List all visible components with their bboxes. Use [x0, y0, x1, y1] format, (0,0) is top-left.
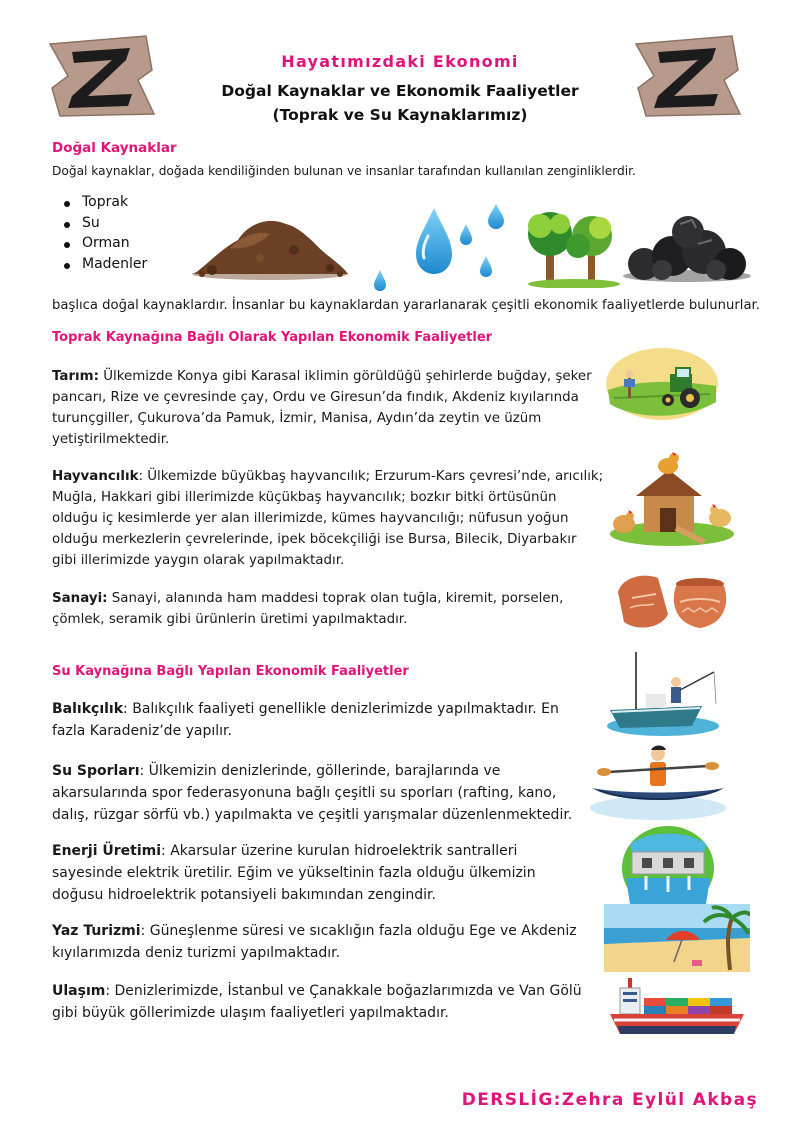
natural-resources-definition: Doğal kaynaklar, doğada kendiliğinden bulunan ve insanlar tarafından kullanılan zenginliklerdir.: [52, 164, 636, 178]
activity-text: akarsularında spor federasyonuna bağlı çeşitli su sporları (rafting, kano,: [52, 785, 557, 801]
activity-text: yetiştirilmektedir.: [52, 432, 170, 447]
resource-list: [58, 194, 147, 276]
kayak-water-sports-image: [588, 742, 728, 822]
activity-term: Balıkçılık: [52, 701, 124, 717]
activity-term: Tarım:: [52, 369, 99, 384]
forest-trees-image: [526, 204, 622, 288]
coal-pile-image: [622, 210, 752, 282]
water-drops-image: [366, 200, 516, 296]
subtitle-line-1: Doğal Kaynaklar ve Ekonomik Faaliyetler: [221, 82, 579, 100]
footer-credit: DERSLİG:Zehra Eylül Akbaş: [461, 1090, 758, 1110]
activity-transport: [52, 980, 607, 1024]
activity-text: turunçgiller, Çukurova’da Pamuk, İzmir, Manisa, Aydın’da zeytin ve üzüm: [52, 411, 542, 426]
activity-text: olduğu merkezlerin çevrelerinde, ipek böcekçiliği ise Bursa, Bilecik, Diyarbakır: [52, 532, 577, 547]
activity-livestock: [52, 466, 607, 571]
fishing-boat-image: [606, 646, 720, 738]
activity-text: gibi büyük göllerimizde ulaşım faaliyetleri yapılmaktadır.: [52, 1005, 449, 1021]
hydroelectric-dam-image: [620, 824, 716, 912]
activity-text: çömlek, seramik gibi ürünlerin üretimi yapılmaktadır.: [52, 612, 408, 627]
activity-term: Ulaşım: [52, 983, 106, 999]
activity-term: Hayvancılık: [52, 469, 139, 484]
activity-text: dalış, rüzgar sörfü vb.) yapılmakta ve çeşitli yarışmalar düzenlenmektedir.: [52, 807, 573, 823]
soil-pile-image: [190, 210, 350, 282]
activity-text: : Güneşlenme süresi ve sıcaklığın fazla olduğu Ege ve Akdeniz: [140, 923, 577, 939]
resource-item: Orman: [58, 235, 147, 256]
resource-item: Toprak: [58, 194, 147, 215]
activity-text: pancarı, Rize ve çevresinde çay, Ordu ve Giresun’da fındık, Akdeniz kıyılarında: [52, 390, 579, 405]
water-section-heading: Su Kaynağına Bağlı Yapılan Ekonomik Faaliyetler: [52, 664, 409, 679]
activity-text: fazla Karadeniz’de yapılır.: [52, 723, 232, 739]
activity-energy: [52, 840, 607, 906]
natural-resources-heading: Doğal Kaynaklar: [52, 140, 177, 156]
activity-text: Muğla, Hakkari gibi illerimizde küçükbaş hayvancılık; bozkır bitki örtüsünün: [52, 490, 557, 505]
page-title: Hayatımızdaki Ekonomi: [281, 52, 519, 71]
activity-agriculture: [52, 366, 607, 450]
natural-resources-closing: başlıca doğal kaynaklardır. İnsanlar bu kaynaklardan yararlanarak çeşitli ekonomik faaliyetlerde bulunurlar.: [52, 298, 760, 313]
beach-tourism-image: [604, 904, 750, 972]
activity-text: kıyılarımızda deniz turizmi yapılmaktadır.: [52, 945, 341, 961]
chicken-coop-image: [608, 448, 736, 548]
resource-item: Madenler: [58, 256, 147, 277]
activity-text: : Akarsular üzerine kurulan hidroelektrik santralleri: [161, 843, 518, 859]
activity-text: sayesinde elektrik üretilir. Eğim ve yükseltinin fazla olduğu ülkemizin: [52, 865, 536, 881]
activity-term: Enerji Üretimi: [52, 843, 162, 859]
activity-term: Su Sporları: [52, 763, 140, 779]
activity-text: Ülkemizde Konya gibi Karasal iklimin görüldüğü şehirlerde buğday, şeker: [103, 369, 592, 384]
activity-text: gibi illerimizde yaygın olarak yapılmaktadır.: [52, 553, 345, 568]
page-subtitle: [0, 79, 800, 127]
pottery-image: [614, 568, 734, 634]
activity-text: : Ülkemizde büyükbaş hayvancılık; Erzurum-Kars çevresi’nde, arıcılık;: [138, 469, 604, 484]
activity-text: : Ülkemizin denizlerinde, göllerinde, barajlarında ve: [139, 763, 501, 779]
activity-text: doğusu hidroelektrik potansiyeli bakımından zengindir.: [52, 887, 436, 903]
activity-industry: [52, 588, 607, 630]
activity-text: olduğu iç kesimlerde yer alan illerimizde, kümes hayvancılığı; nüfusun yoğun: [52, 511, 569, 526]
activity-summer-tourism: [52, 920, 607, 964]
activity-text: Sanayi, alanında ham maddesi toprak olan tuğla, kiremit, porselen,: [111, 591, 564, 606]
cargo-ship-image: [608, 972, 748, 1042]
soil-section-heading: Toprak Kaynağına Bağlı Olarak Yapılan Ekonomik Faaliyetler: [52, 330, 493, 345]
resource-item: Su: [58, 215, 147, 236]
activity-fishing: [52, 698, 607, 742]
activity-term: Sanayi:: [52, 591, 108, 606]
activity-text: : Balıkçılık faaliyeti genellikle denizlerimizde yapılmaktadır. En: [123, 701, 559, 717]
activity-water-sports: [52, 760, 607, 826]
activity-text: : Denizlerimizde, İstanbul ve Çanakkale boğazlarımızda ve Van Gölü: [105, 983, 582, 999]
subtitle-line-2: (Toprak ve Su Kaynaklarımız): [272, 106, 528, 124]
activity-term: Yaz Turizmi: [52, 923, 141, 939]
farming-tractor-image: [606, 346, 718, 422]
